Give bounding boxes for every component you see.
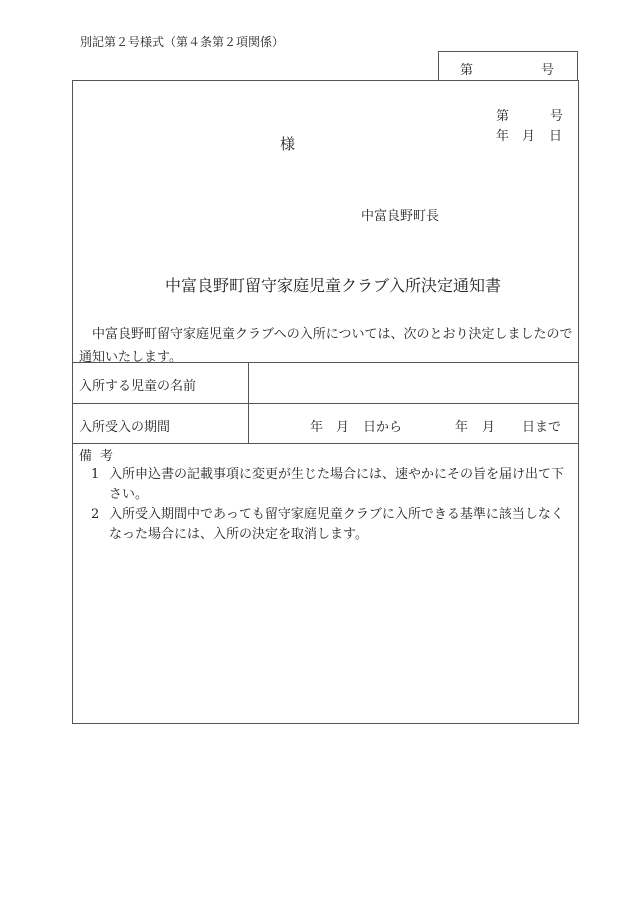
period-start-year: 年 xyxy=(310,420,324,435)
addressee-suffix: 様 xyxy=(280,135,296,153)
row-divider xyxy=(73,443,578,444)
note-text: 入所申込書の記載事項に変更が生じた場合には、速やかにその旨を届け出て下さい。 xyxy=(109,467,565,502)
column-divider xyxy=(248,362,249,443)
period-label: 入所受入の期間 xyxy=(79,420,171,435)
number-box xyxy=(438,51,578,81)
doc-number-go: 号 xyxy=(550,109,564,124)
notice-form xyxy=(72,80,579,724)
document-title: 中富良野町留守家庭児童クラブ入所決定通知書 xyxy=(165,276,502,295)
body-text: 中富良野町留守家庭児童クラブへの入所については、次のとおり決定しましたので通知いたします。 xyxy=(79,327,573,365)
sender: 中富良野町長 xyxy=(361,209,440,224)
period-start-month: 月 xyxy=(336,420,350,435)
date-year: 年 xyxy=(496,129,510,144)
note-number: 1 xyxy=(91,467,100,482)
period-end-day: 日まで xyxy=(522,420,562,435)
note-text: 入所受入期間中であっても留守家庭児童クラブに入所できる基準に該当しなくなった場合には、入所の決定を取消します。 xyxy=(109,507,564,542)
row-divider xyxy=(73,403,578,404)
note-item xyxy=(81,505,571,545)
note-item xyxy=(81,465,571,505)
note-number: 2 xyxy=(91,507,100,522)
form-label: 別記第２号様式（第４条第２項関係） xyxy=(80,35,285,49)
doc-number-dai: 第 xyxy=(496,109,510,124)
period-end-month: 月 xyxy=(482,420,496,435)
row-divider xyxy=(73,362,578,363)
period-end-year: 年 xyxy=(455,420,469,435)
child-name-label: 入所する児童の名前 xyxy=(79,379,197,394)
number-box-go: 号 xyxy=(541,63,555,78)
notes-title: 備考 xyxy=(79,449,122,464)
date-month: 月 xyxy=(522,129,536,144)
period-start-day: 日から xyxy=(363,420,403,435)
date-day: 日 xyxy=(549,129,563,144)
number-box-dai: 第 xyxy=(460,63,474,78)
